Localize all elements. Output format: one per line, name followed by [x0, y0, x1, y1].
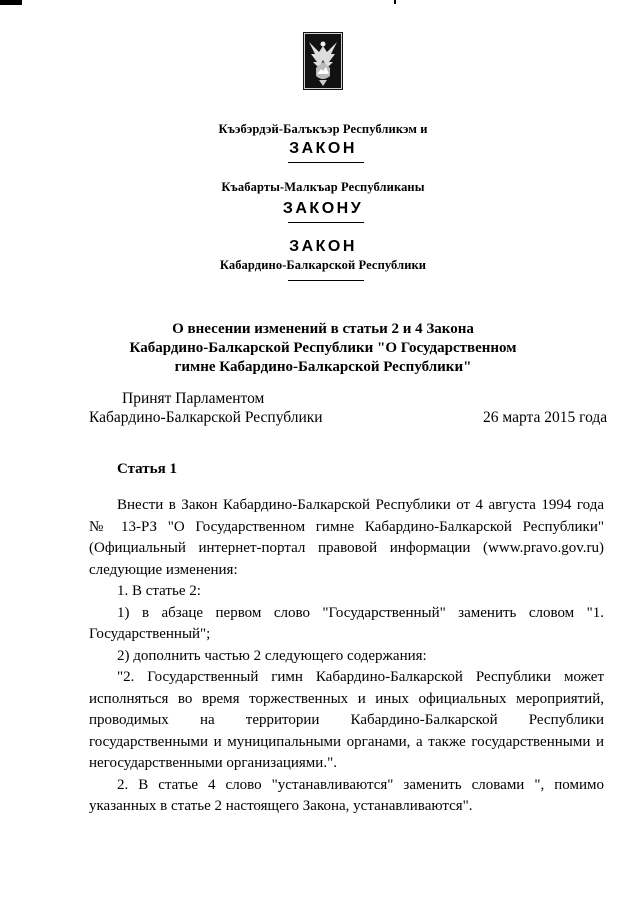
adoption-date: 26 марта 2015 года: [483, 409, 608, 426]
article-subitem: 1) в абзаце первом слово "Государственный" заменить словом "1. Государственный";: [89, 604, 604, 642]
article-quote: "2. Государственный гимн Кабардино-Балкарской Республики может исполняться во время торжественных и иных официальных мероприятий, проводимых на территории Кабардино-Балкарской Республики государственными и муниципальными органами, а также государственными и негосударственными организациями.".: [89, 669, 604, 771]
article-item: 2. В статье 4 слово "устанавливаются" заменить словами ", помимо указанных в статье 2 настоящего Закона, устанавливаются".: [89, 776, 604, 814]
coat-of-arms-icon: [303, 32, 343, 90]
article-heading: Статья 1: [117, 461, 177, 477]
ru-republic-line: Кабардино-Балкарской Республики: [219, 258, 427, 272]
divider: [288, 162, 364, 163]
scan-artifact: [394, 0, 396, 4]
law-title-line-1: О внесении изменений в статьи 2 и 4 Закона: [172, 321, 474, 337]
kbd-law-word: ЗАКОН: [289, 140, 357, 157]
ru-law-word: ЗАКОН: [289, 238, 357, 255]
article-item: 1. В статье 2:: [117, 583, 201, 599]
parliament-name: Кабардино-Балкарской Республики: [89, 409, 323, 426]
krc-law-word: ЗАКОНУ: [282, 200, 364, 217]
article-subitem: 2) дополнить частью 2 следующего содержания:: [117, 647, 427, 664]
scan-artifact: [0, 0, 22, 5]
adopted-by-line: Принят Парламентом: [122, 390, 265, 407]
article-paragraph: Внести в Закон Кабардино-Балкарской Республики от 4 августа 1994 года № 13-РЗ "О Государственном гимне Кабардино-Балкарской Республики" (Официальный интернет-портал правовой информации (www.pravo.gov.ru) следующие изменения:: [89, 497, 604, 578]
krc-republic-line: Къабарты-Малкъар Республиканы: [221, 180, 425, 194]
divider: [288, 280, 364, 281]
kbd-republic-line: Къэбэрдэй-Балъкъэр Республикэм и: [218, 122, 428, 136]
divider: [288, 222, 364, 223]
law-title-line-2: Кабардино-Балкарской Республики "О Государственном: [129, 340, 517, 356]
law-title-line-3: гимне Кабардино-Балкарской Республики": [174, 359, 472, 375]
article-body: [89, 495, 604, 818]
